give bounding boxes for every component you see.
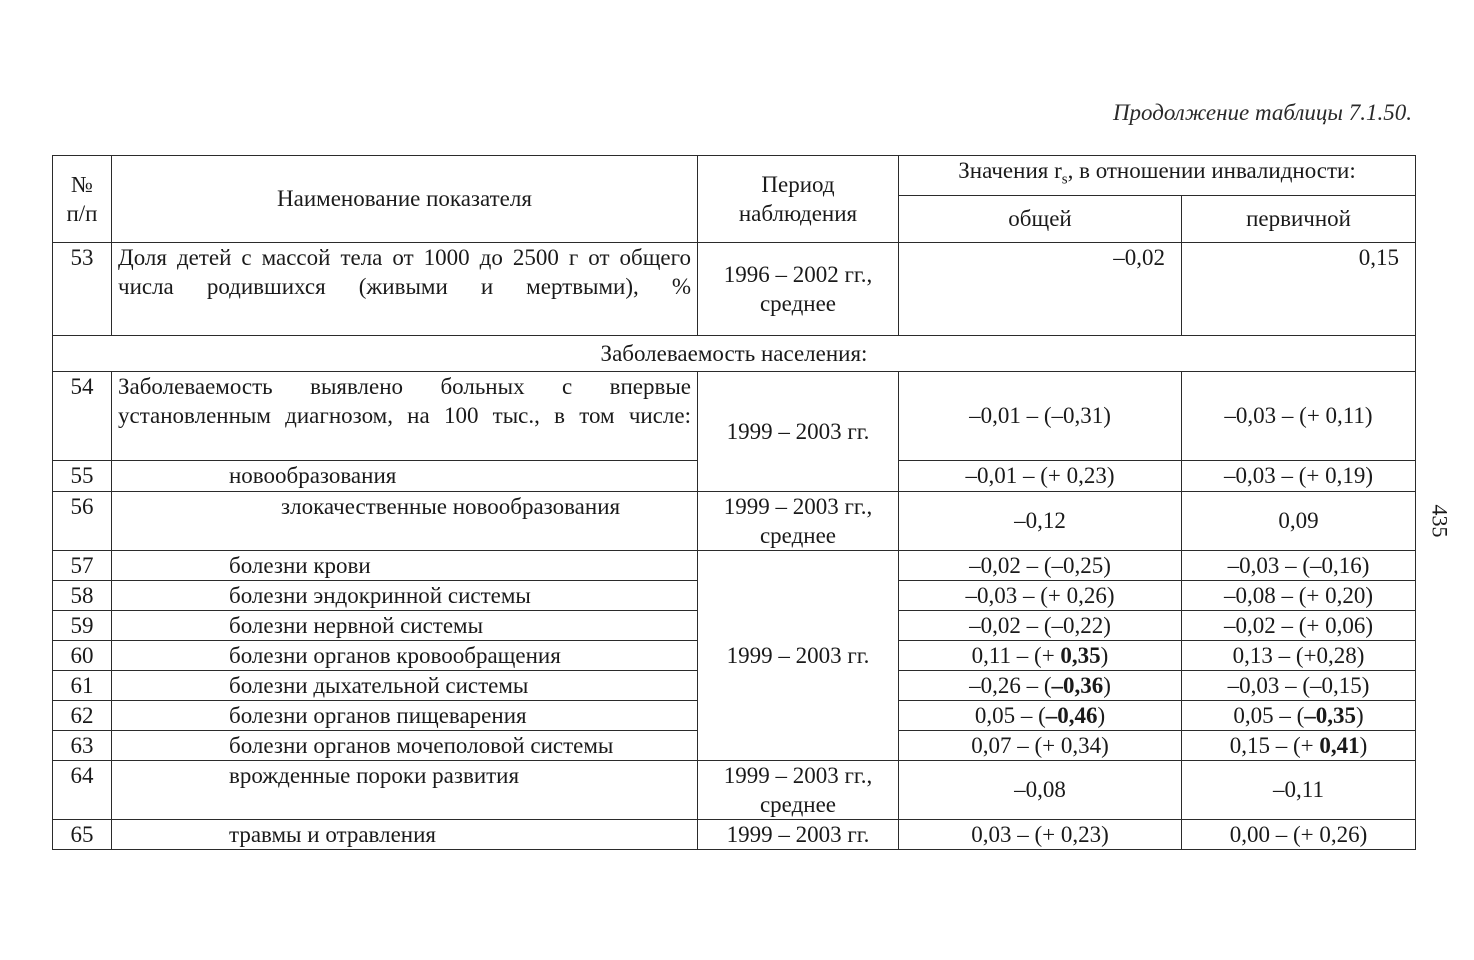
page-number: 435 [1427, 504, 1453, 538]
row-num: 62 [53, 700, 112, 730]
value-part: 0,11 – (+ [971, 642, 1061, 668]
data-table [52, 155, 1416, 850]
value-part: 0,05 – ( [1233, 702, 1305, 728]
row-period: 1999 – 2003 гг. [698, 819, 899, 849]
row-primary: 0,09 [1182, 491, 1416, 550]
row-general [899, 670, 1182, 700]
header-primary: первичной [1182, 195, 1416, 242]
value-part: –0,26 – ( [969, 672, 1052, 698]
value-part: ) [1100, 642, 1109, 668]
row-name: болезни крови [112, 550, 698, 580]
row-num: 54 [53, 371, 112, 460]
table-row [53, 550, 1416, 580]
row-name: Заболеваемость выявлено больных с впервые установленным диагнозом, на 100 тыс., в том числе: [112, 371, 698, 460]
row-general: –0,03 – (+ 0,26) [899, 580, 1182, 610]
value-bold: –0,46 [1045, 702, 1098, 728]
row-name: болезни органов пищеварения [112, 700, 698, 730]
row-period: 1999 – 2003 гг. [698, 371, 899, 491]
value-bold: –0,35 [1304, 702, 1356, 728]
row-num: 55 [53, 460, 112, 491]
row-primary: –0,03 – (–0,16) [1182, 550, 1416, 580]
row-name: болезни органов мочеполовой системы [112, 730, 698, 760]
value-part: ) [1103, 672, 1111, 698]
table-row [53, 819, 1416, 849]
row-general: –0,01 – (–0,31) [899, 371, 1182, 460]
row-name: болезни дыхательной системы [112, 670, 698, 700]
row-num: 58 [53, 580, 112, 610]
row-num: 64 [53, 760, 112, 819]
row-general: –0,12 [899, 491, 1182, 550]
value-part: ) [1097, 702, 1106, 728]
row-general: 0,03 – (+ 0,23) [899, 819, 1182, 849]
table-row [53, 491, 1416, 550]
row-num: 60 [53, 640, 112, 670]
value-part: ) [1356, 702, 1364, 728]
row-num: 53 [53, 242, 112, 335]
value-bold: 0,35 [1060, 642, 1101, 668]
section-title: Заболеваемость населения: [53, 335, 1416, 371]
table-row [53, 760, 1416, 819]
row-period: 1999 – 2003 гг. [698, 550, 899, 760]
row-period: 1999 – 2003 гг., среднее [698, 491, 899, 550]
row-name: болезни нервной системы [112, 610, 698, 640]
header-values-prefix: Значения r [958, 158, 1062, 183]
row-num: 59 [53, 610, 112, 640]
row-primary: –0,02 – (+ 0,06) [1182, 610, 1416, 640]
value-part: 0,15 – (+ [1229, 732, 1320, 758]
row-general: 0,07 – (+ 0,34) [899, 730, 1182, 760]
row-general: –0,02 [899, 242, 1182, 335]
row-num: 57 [53, 550, 112, 580]
row-period: 1999 – 2003 гг., среднее [698, 760, 899, 819]
row-primary: 0,13 – (+0,28) [1182, 640, 1416, 670]
row-general: –0,02 – (–0,25) [899, 550, 1182, 580]
row-general [899, 640, 1182, 670]
row-name: травмы и отравления [112, 819, 698, 849]
row-primary: 0,00 – (+ 0,26) [1182, 819, 1416, 849]
row-name: болезни эндокринной системы [112, 580, 698, 610]
row-name: врожденные пороки развития [112, 760, 698, 819]
row-num: 56 [53, 491, 112, 550]
header-row [53, 156, 1416, 196]
value-part: 0,05 – ( [974, 702, 1046, 728]
row-primary: –0,03 – (+ 0,11) [1182, 371, 1416, 460]
row-period: 1996 – 2002 гг., среднее [698, 242, 899, 335]
header-num: № п/п [53, 156, 112, 243]
row-num: 63 [53, 730, 112, 760]
row-primary: –0,03 – (+ 0,19) [1182, 460, 1416, 491]
row-general: –0,02 – (–0,22) [899, 610, 1182, 640]
header-values-sub: s [1061, 171, 1068, 188]
table-caption: Продолжение таблицы 7.1.50. [1112, 100, 1412, 125]
row-general: –0,08 [899, 760, 1182, 819]
row-primary: –0,03 – (–0,15) [1182, 670, 1416, 700]
row-name: злокачественные новообразования [112, 491, 698, 550]
row-primary [1182, 730, 1416, 760]
row-primary: –0,08 – (+ 0,20) [1182, 580, 1416, 610]
table-row [53, 371, 1416, 460]
header-period: Период наблюдения [698, 156, 899, 243]
row-general [899, 700, 1182, 730]
row-name: Доля детей с массой тела от 1000 до 2500 г от общего числа родившихся (живыми и мертвыми), % [112, 242, 698, 335]
header-name: Наименование показателя [112, 156, 698, 243]
row-general: –0,01 – (+ 0,23) [899, 460, 1182, 491]
row-name: новообразования [112, 460, 698, 491]
header-values [899, 156, 1416, 196]
header-values-suffix: , в отношении инвалидности: [1067, 158, 1356, 183]
value-bold: –0,36 [1051, 672, 1104, 698]
row-name: болезни органов кровообращения [112, 640, 698, 670]
section-row [53, 335, 1416, 371]
row-primary: –0,11 [1182, 760, 1416, 819]
header-general: общей [899, 195, 1182, 242]
row-primary [1182, 700, 1416, 730]
value-bold: 0,41 [1319, 732, 1360, 758]
row-num: 65 [53, 819, 112, 849]
row-num: 61 [53, 670, 112, 700]
table-row [53, 242, 1416, 335]
value-part: ) [1359, 732, 1368, 758]
row-primary: 0,15 [1182, 242, 1416, 335]
